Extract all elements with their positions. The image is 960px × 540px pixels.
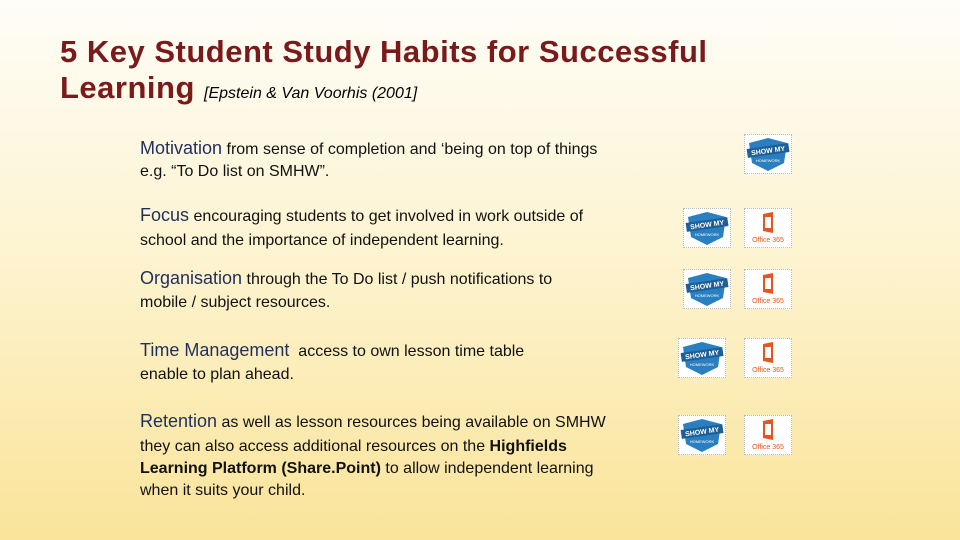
show-my-homework-logo bbox=[678, 338, 726, 378]
habit-motivation bbox=[140, 137, 680, 183]
habit-time-management bbox=[140, 339, 680, 386]
slide-title bbox=[60, 34, 708, 112]
habit-heading: Retention bbox=[140, 411, 218, 431]
habit-organisation bbox=[140, 267, 680, 314]
habit-focus bbox=[140, 204, 680, 252]
habit-heading: Focus bbox=[140, 205, 190, 225]
svg-text:HOMEWORK: HOMEWORK bbox=[689, 362, 715, 367]
svg-text:SHOW MY: SHOW MY bbox=[684, 426, 720, 439]
office365-icon bbox=[745, 209, 791, 247]
svg-text:SHOW MY: SHOW MY bbox=[684, 349, 720, 362]
svg-text:Office 365: Office 365 bbox=[752, 237, 784, 244]
habit-text: through the To Do list / push notifications to bbox=[246, 271, 553, 288]
habit-text: encouraging students to get involved in work outside of bbox=[193, 208, 584, 225]
show-my-homework-shield-icon bbox=[679, 339, 725, 377]
habit-text: access to own lesson time table bbox=[298, 343, 525, 360]
habit-text: as well as lesson resources being available on SMHW bbox=[221, 414, 606, 431]
show-my-homework-shield-icon bbox=[684, 209, 730, 247]
habit-heading: Time Management bbox=[140, 340, 290, 360]
office365-icon bbox=[745, 270, 791, 308]
title-citation: [Epstein & Van Voorhis (2001] bbox=[204, 85, 418, 102]
habit-text: from sense of completion and ‘being on top of things bbox=[226, 141, 598, 158]
office365-logo bbox=[744, 415, 792, 455]
platform-name: Learning Platform (Share.Point) bbox=[140, 460, 381, 477]
svg-text:HOMEWORK: HOMEWORK bbox=[694, 232, 720, 237]
habit-text-cont: enable to plan ahead. bbox=[140, 366, 294, 383]
svg-text:Office 365: Office 365 bbox=[752, 298, 784, 305]
show-my-homework-logo bbox=[678, 415, 726, 455]
title-line-1: 5 Key Student Study Habits for Successful bbox=[60, 34, 708, 69]
svg-text:SHOW MY: SHOW MY bbox=[689, 280, 725, 293]
habit-text-cont: they can also access additional resources on the bbox=[140, 438, 486, 455]
show-my-homework-logo bbox=[683, 269, 731, 309]
svg-text:SHOW MY: SHOW MY bbox=[750, 145, 786, 158]
habit-text-cont: when it suits your child. bbox=[140, 482, 306, 499]
office365-icon bbox=[745, 339, 791, 377]
habit-retention bbox=[140, 410, 680, 502]
habit-text-cont: to allow independent learning bbox=[385, 460, 594, 477]
svg-text:SHOW MY: SHOW MY bbox=[689, 219, 725, 232]
show-my-homework-shield-icon bbox=[684, 270, 730, 308]
show-my-homework-logo bbox=[683, 208, 731, 248]
habit-heading: Organisation bbox=[140, 268, 243, 288]
svg-text:Office 365: Office 365 bbox=[752, 367, 784, 374]
show-my-homework-shield-icon bbox=[679, 416, 725, 454]
habit-text-cont: school and the importance of independent learning. bbox=[140, 232, 504, 249]
habit-text-cont: mobile / subject resources. bbox=[140, 294, 331, 311]
habit-text-cont: e.g. “To Do list on SMHW”. bbox=[140, 163, 330, 180]
school-name: Highfields bbox=[489, 438, 567, 455]
show-my-homework-shield-icon bbox=[745, 135, 791, 173]
svg-text:HOMEWORK: HOMEWORK bbox=[755, 158, 781, 163]
office365-logo bbox=[744, 338, 792, 378]
office365-logo bbox=[744, 269, 792, 309]
svg-text:Office 365: Office 365 bbox=[752, 444, 784, 451]
svg-text:HOMEWORK: HOMEWORK bbox=[689, 439, 715, 444]
title-line-2: Learning bbox=[60, 70, 195, 105]
office365-icon bbox=[745, 416, 791, 454]
show-my-homework-logo bbox=[744, 134, 792, 174]
office365-logo bbox=[744, 208, 792, 248]
svg-text:HOMEWORK: HOMEWORK bbox=[694, 293, 720, 298]
habit-heading: Motivation bbox=[140, 138, 223, 158]
